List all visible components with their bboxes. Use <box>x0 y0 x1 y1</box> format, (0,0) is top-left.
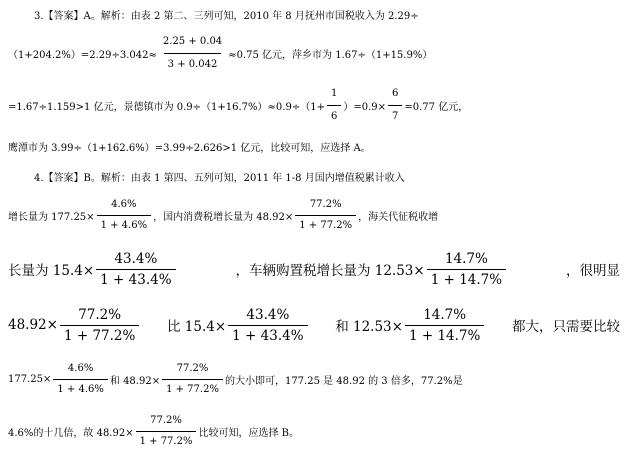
fraction <box>96 251 175 288</box>
fraction <box>162 361 223 398</box>
ans3-text-4: 鹰潭市为 3.99÷（1+162.6%）=3.99÷2.626>1 亿元，比较可知，应选择 A。 <box>8 142 371 154</box>
ans4-line-1 <box>0 166 624 186</box>
fraction <box>97 197 152 234</box>
fraction <box>327 85 341 126</box>
fraction-denominator: 1 + 77.2% <box>60 325 139 344</box>
ans3-text-3c: =0.77 亿元， <box>404 101 469 113</box>
ans3-text-2a: （1+204.2%）=2.29÷3.042≈ <box>8 49 157 61</box>
fraction-denominator: 6 <box>327 105 341 126</box>
ans4-group <box>167 307 310 344</box>
fraction-numerator: 4.6% <box>111 198 137 210</box>
fraction-numerator: 2.25 + 0.04 <box>162 35 223 47</box>
ans3-line-4 <box>0 136 624 156</box>
ans4-group <box>335 307 486 344</box>
fraction-denominator: 1 + 77.2% <box>136 431 197 450</box>
ans4-text-r5b: 比较可知，应选择 B。 <box>198 427 299 439</box>
ans4-group <box>8 251 178 288</box>
fraction-denominator: 1 + 4.6% <box>97 215 152 234</box>
fraction <box>228 307 307 344</box>
ans3-text-3b: ）=0.9× <box>343 101 386 113</box>
fraction-numerator: 43.4% <box>246 306 290 323</box>
ans4-text-1: 4.【答案】B。解析：由表 1 第四、五列可知，2011 年 1-8 月国内增值税累计收入 <box>34 172 405 184</box>
fraction <box>388 85 402 126</box>
ans4-text-r3b: 比 15.4× <box>167 319 227 335</box>
fraction-numerator: 14.7% <box>444 250 488 267</box>
fraction <box>427 251 506 288</box>
ans4-text-r5a: 4.6%的十几倍，故 48.92× <box>8 427 134 439</box>
fraction-numerator: 77.2% <box>176 362 209 374</box>
ans4-text-r4a: 177.25× <box>8 373 52 385</box>
fraction <box>136 413 197 450</box>
ans3-line-1 <box>0 4 624 24</box>
ans4-line-5 <box>0 356 624 402</box>
fraction-denominator: 3 + 0.042 <box>164 53 222 74</box>
fraction <box>159 33 226 74</box>
ans4-line-6 <box>0 408 624 454</box>
ans3-text-1: 3.【答案】A。解析：由表 2 第二、三列可知，2010 年 8 月抚州市国税收入为 2.29÷ <box>34 10 419 22</box>
ans4-text-r1a: 增长量为 177.25× <box>8 211 95 223</box>
fraction-numerator: 4.6% <box>67 362 94 374</box>
ans3-text-2b: ≈0.75 亿元，萍乡市为 1.67÷（1+15.9%） <box>228 49 433 61</box>
ans4-text-r2b: ，车辆购置税增长量为 12.53× <box>235 263 425 279</box>
ans4-text-r2a: 长量为 15.4× <box>8 263 95 279</box>
fraction-denominator: 1 + 43.4% <box>228 325 307 344</box>
fraction-denominator: 1 + 43.4% <box>96 269 175 288</box>
fraction-denominator: 7 <box>388 105 402 126</box>
ans4-text-r1c: ，海关代征税收增 <box>358 211 439 223</box>
ans4-line-2 <box>0 192 624 238</box>
ans3-line-2 <box>0 30 624 76</box>
fraction-numerator: 77.2% <box>309 198 342 210</box>
ans4-line-3 <box>0 246 624 292</box>
ans3-line-3 <box>0 82 624 128</box>
ans4-text-r4c: 的大小即可，177.25 是 48.92 的 3 倍多，77.2%是 <box>224 375 463 387</box>
fraction <box>60 307 139 344</box>
fraction-denominator: 1 + 14.7% <box>427 269 506 288</box>
fraction <box>405 307 484 344</box>
ans4-text-r3c: 和 12.53× <box>335 319 403 335</box>
fraction <box>53 361 108 398</box>
fraction-denominator: 1 + 14.7% <box>405 325 484 344</box>
fraction-numerator: 6 <box>392 87 399 99</box>
ans4-line-4 <box>0 302 624 348</box>
fraction-denominator: 1 + 77.2% <box>162 379 223 398</box>
ans4-text-r3d: 都大，只需要比较 <box>512 319 620 335</box>
ans4-text-r1b: ，国内消费税增长量为 48.92× <box>153 211 294 223</box>
fraction-numerator: 14.7% <box>423 306 467 323</box>
fraction-numerator: 77.2% <box>150 414 182 426</box>
ans4-text-r2c: ，很明显 <box>566 263 620 279</box>
ans4-group <box>8 307 141 344</box>
ans3-text-3a: =1.67÷1.159>1 亿元，景德镇市为 0.9÷（1+16.7%）≈0.9÷（1+ <box>8 101 325 113</box>
fraction-denominator: 1 + 77.2% <box>295 215 356 234</box>
fraction-numerator: 1 <box>330 87 338 99</box>
fraction-numerator: 43.4% <box>114 250 158 267</box>
fraction-denominator: 1 + 4.6% <box>53 379 108 398</box>
fraction <box>295 197 356 234</box>
ans4-text-r3a: 48.92× <box>8 317 58 333</box>
fraction-numerator: 77.2% <box>78 306 122 323</box>
ans4-text-r4b: 和 48.92× <box>109 375 161 387</box>
ans4-group <box>235 251 508 288</box>
